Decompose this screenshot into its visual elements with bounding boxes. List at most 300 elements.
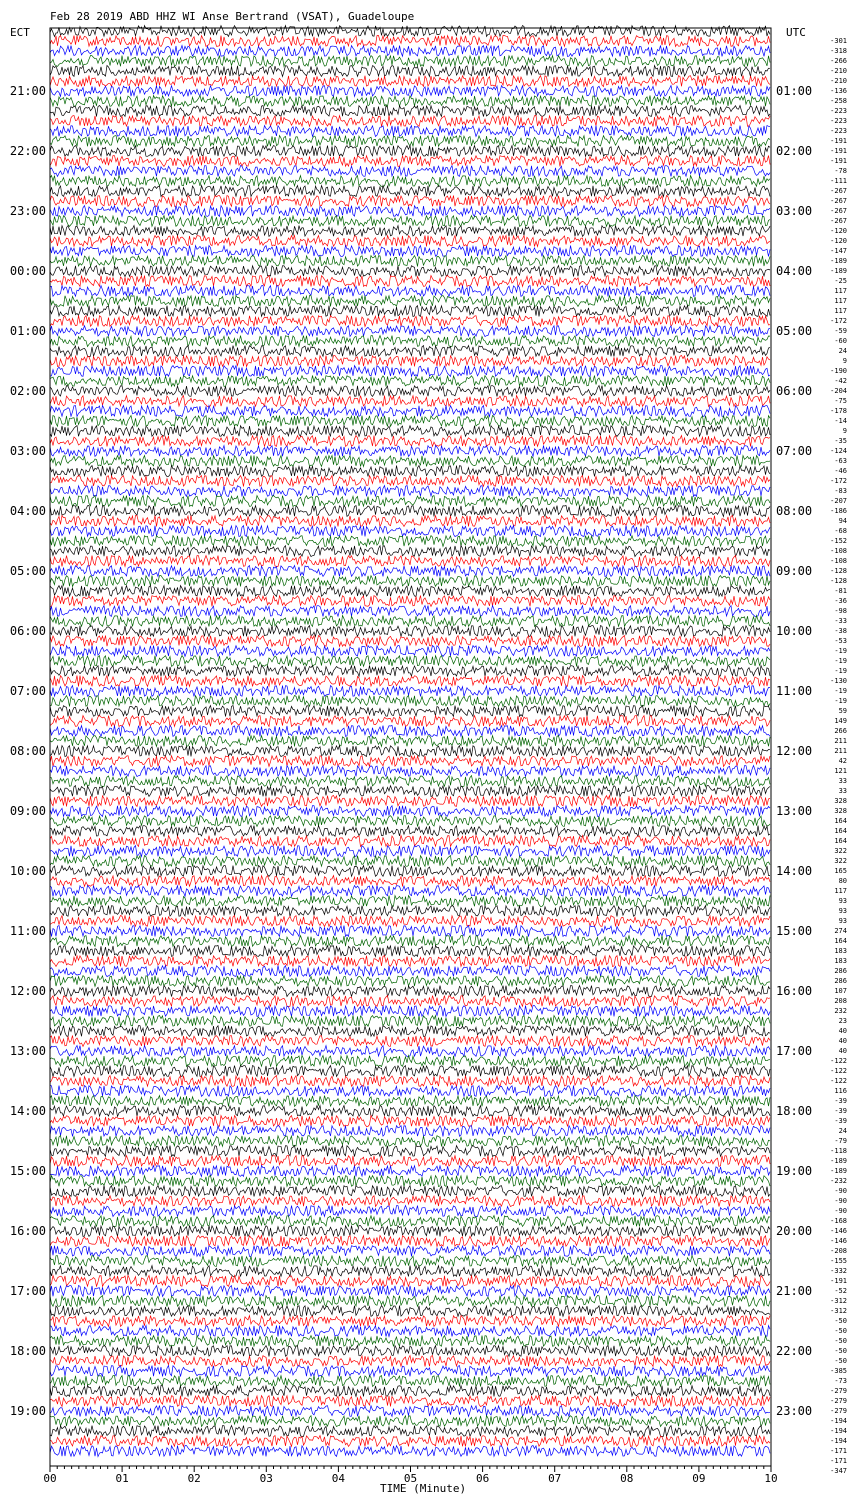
trace-scale-value: 164	[834, 827, 847, 835]
trace-scale-value: -50	[834, 1347, 847, 1355]
trace-scale-value: -210	[830, 67, 847, 75]
seismic-trace	[50, 206, 770, 217]
seismic-trace	[50, 1196, 770, 1207]
trace-scale-value: -14	[834, 417, 847, 425]
trace-scale-value: -108	[830, 557, 847, 565]
seismic-trace	[50, 76, 770, 87]
trace-scale-value: -172	[830, 317, 847, 325]
seismic-trace	[50, 446, 770, 457]
seismic-trace	[50, 366, 770, 377]
seismic-trace	[50, 276, 770, 287]
left-hour-label: 13:00	[9, 1044, 46, 1058]
right-hour-label: 18:00	[776, 1104, 813, 1118]
trace-scale-value: 107	[834, 987, 847, 995]
trace-scale-value: 117	[834, 887, 847, 895]
seismic-trace	[50, 636, 770, 647]
seismic-trace	[50, 216, 770, 227]
seismic-trace	[50, 1316, 770, 1327]
seismic-trace	[50, 106, 770, 117]
trace-scale-value: 211	[834, 747, 847, 755]
seismic-trace	[50, 906, 770, 917]
trace-scale-value: 164	[834, 817, 847, 825]
trace-scale-value: 59	[838, 707, 847, 715]
left-hour-label: 21:00	[9, 84, 46, 98]
seismic-trace	[50, 586, 770, 597]
trace-scale-value: 94	[838, 517, 847, 525]
left-hour-label: 23:00	[9, 204, 46, 218]
trace-scale-value: 116	[834, 1087, 847, 1095]
seismic-trace	[50, 1236, 770, 1247]
seismic-trace	[50, 86, 770, 97]
trace-scale-value: -172	[830, 477, 847, 485]
left-hour-label: 11:00	[9, 924, 46, 938]
seismic-trace	[50, 196, 770, 207]
seismic-trace	[50, 26, 770, 37]
trace-scale-value: -279	[830, 1387, 847, 1395]
trace-scale-value: -63	[834, 457, 847, 465]
trace-scale-value: -210	[830, 77, 847, 85]
trace-scale-value: -191	[830, 137, 847, 145]
trace-scale-value: -50	[834, 1357, 847, 1365]
trace-scale-value: -191	[830, 157, 847, 165]
trace-scale-value: 42	[838, 757, 847, 765]
seismic-trace	[50, 1266, 770, 1277]
left-hour-label: 10:00	[9, 864, 46, 878]
left-hour-label: 01:00	[9, 324, 46, 338]
trace-scale-value: -39	[834, 1117, 847, 1125]
trace-scale-value: -178	[830, 407, 847, 415]
seismic-trace	[50, 1016, 770, 1027]
seismic-trace	[50, 1426, 770, 1437]
right-hour-label: 19:00	[776, 1164, 813, 1178]
trace-scale-value: -25	[834, 277, 847, 285]
trace-scale-value: -50	[834, 1337, 847, 1345]
trace-scale-value: -279	[830, 1397, 847, 1405]
trace-scale-value: 117	[834, 287, 847, 295]
trace-scale-value: -190	[830, 367, 847, 375]
trace-scale-value: -53	[834, 637, 847, 645]
trace-scale-value: 149	[834, 717, 847, 725]
trace-scale-value: -73	[834, 1377, 847, 1385]
seismic-trace	[50, 166, 770, 177]
seismic-trace	[50, 36, 770, 47]
trace-scale-value: 328	[834, 807, 847, 815]
seismic-trace	[50, 736, 770, 747]
trace-scale-value: -75	[834, 397, 847, 405]
trace-scale-value: -124	[830, 447, 847, 455]
trace-scale-value: -111	[830, 177, 847, 185]
trace-scale-value: 322	[834, 847, 847, 855]
trace-scale-value: -36	[834, 597, 847, 605]
trace-scale-value: -267	[830, 187, 847, 195]
seismic-trace	[50, 996, 770, 1007]
trace-scale-value: 286	[834, 967, 847, 975]
seismic-trace	[50, 1106, 770, 1117]
seismic-trace	[50, 1176, 770, 1187]
left-hour-label: 17:00	[9, 1284, 46, 1298]
x-axis-label: TIME (Minute)	[380, 1482, 467, 1495]
trace-scale-value: -194	[830, 1427, 847, 1435]
seismic-trace	[50, 1096, 770, 1107]
trace-scale-value: -60	[834, 337, 847, 345]
seismic-trace	[50, 1136, 770, 1147]
seismic-trace	[50, 1126, 770, 1137]
trace-scale-value: -38	[834, 627, 847, 635]
trace-scale-value: -108	[830, 547, 847, 555]
seismic-trace	[50, 336, 770, 347]
seismic-trace	[50, 946, 770, 957]
seismic-trace	[50, 876, 770, 887]
x-tick-label: 06	[475, 1472, 490, 1485]
trace-scale-value: -171	[830, 1457, 847, 1465]
trace-scale-value: -50	[834, 1327, 847, 1335]
seismic-trace	[50, 536, 770, 547]
trace-scale-value: -207	[830, 497, 847, 505]
seismic-trace	[50, 746, 770, 757]
seismic-trace	[50, 706, 770, 717]
trace-scale-value: -35	[834, 437, 847, 445]
trace-scale-value: -186	[830, 507, 847, 515]
trace-scale-value: -279	[830, 1407, 847, 1415]
seismic-trace	[50, 976, 770, 987]
trace-scale-value: -122	[830, 1057, 847, 1065]
trace-scale-value: -194	[830, 1437, 847, 1445]
seismic-trace	[50, 296, 770, 307]
trace-scale-value: -128	[830, 567, 847, 575]
trace-scale-value: -208	[830, 1247, 847, 1255]
trace-scale-value: -50	[834, 1317, 847, 1325]
seismic-trace	[50, 896, 770, 907]
left-hour-label: 07:00	[9, 684, 46, 698]
seismic-trace	[50, 816, 770, 827]
trace-scale-value: -19	[834, 657, 847, 665]
seismic-trace	[50, 116, 770, 127]
seismic-trace	[50, 146, 770, 157]
seismic-trace	[50, 226, 770, 237]
trace-scale-value: -385	[830, 1367, 847, 1375]
x-tick-label: 05	[403, 1472, 418, 1485]
right-hour-label: 12:00	[776, 744, 813, 758]
seismic-trace	[50, 66, 770, 77]
seismic-trace	[50, 606, 770, 617]
seismic-trace	[50, 266, 770, 277]
right-hour-label: 16:00	[776, 984, 813, 998]
trace-scale-value: -171	[830, 1447, 847, 1455]
seismic-trace	[50, 126, 770, 137]
seismic-trace	[50, 1186, 770, 1197]
seismic-trace	[50, 96, 770, 107]
trace-scale-value: -312	[830, 1297, 847, 1305]
right-hour-label: 13:00	[776, 804, 813, 818]
trace-scale-value: 93	[838, 897, 847, 905]
trace-scale-value: -312	[830, 1307, 847, 1315]
right-hour-label: 23:00	[776, 1404, 813, 1418]
seismic-trace	[50, 496, 770, 507]
left-hour-label: 19:00	[9, 1404, 46, 1418]
trace-scale-value: 232	[834, 1007, 847, 1015]
trace-scale-value: -90	[834, 1187, 847, 1195]
seismic-trace	[50, 1376, 770, 1387]
seismic-trace	[50, 426, 770, 437]
trace-scale-value: 40	[838, 1047, 847, 1055]
seismic-trace	[50, 476, 770, 487]
right-hour-label: 14:00	[776, 864, 813, 878]
seismic-trace	[50, 656, 770, 667]
seismic-trace	[50, 1326, 770, 1337]
x-tick-label: 03	[259, 1472, 273, 1485]
seismic-trace	[50, 286, 770, 297]
plot-title: Feb 28 2019 ABD HHZ WI Anse Bertrand (VSAT), Guadeloupe	[50, 10, 415, 23]
trace-scale-value: 93	[838, 917, 847, 925]
trace-scale-value: -267	[830, 197, 847, 205]
x-tick-label: 10	[764, 1472, 778, 1485]
trace-scale-value: -120	[830, 237, 847, 245]
trace-scale-value: -191	[830, 147, 847, 155]
right-hour-label: 03:00	[776, 204, 813, 218]
trace-scale-value: 33	[838, 787, 847, 795]
left-hour-labels	[10, 84, 46, 1418]
trace-scale-value: 80	[838, 877, 847, 885]
seismic-trace	[50, 176, 770, 187]
right-hour-label: 22:00	[776, 1344, 813, 1358]
right-hour-label: 05:00	[776, 324, 813, 338]
seismic-trace	[50, 686, 770, 697]
trace-scale-value: 328	[834, 797, 847, 805]
trace-scale-value: 117	[834, 297, 847, 305]
trace-scale-value: -120	[830, 227, 847, 235]
right-hour-label: 21:00	[776, 1284, 813, 1298]
right-hour-label: 07:00	[776, 444, 813, 458]
x-tick-label: 09	[692, 1472, 706, 1485]
trace-scale-value: 208	[834, 997, 847, 1005]
right-hour-label: 15:00	[776, 924, 813, 938]
right-hour-label: 02:00	[776, 144, 813, 158]
trace-scale-value: 164	[834, 937, 847, 945]
seismic-trace	[50, 696, 770, 707]
seismic-trace	[50, 396, 770, 407]
trace-scale-value: -19	[834, 687, 847, 695]
trace-scale-value: 274	[834, 927, 847, 935]
trace-scale-value: -194	[830, 1417, 847, 1425]
trace-scale-value: 33	[838, 777, 847, 785]
local-timezone-label: ECT	[10, 26, 30, 39]
trace-scale-value: 40	[838, 1037, 847, 1045]
trace-scale-value: -128	[830, 577, 847, 585]
trace-scale-value: -267	[830, 207, 847, 215]
trace-scale-value: -59	[834, 327, 847, 335]
seismic-trace	[50, 1386, 770, 1397]
x-tick-label: 07	[548, 1472, 562, 1485]
seismic-trace	[50, 1006, 770, 1017]
seismic-trace	[50, 556, 770, 567]
seismic-trace	[50, 596, 770, 607]
left-hour-label: 04:00	[9, 504, 46, 518]
left-hour-label: 14:00	[9, 1104, 46, 1118]
left-hour-label: 02:00	[9, 384, 46, 398]
trace-scale-value: -52	[834, 1287, 847, 1295]
left-hour-label: 16:00	[9, 1224, 46, 1238]
trace-scale-value: -146	[830, 1237, 847, 1245]
trace-scale-value: 9	[842, 427, 847, 435]
seismic-trace	[50, 1056, 770, 1067]
seismic-trace	[50, 1226, 770, 1237]
right-hour-label: 08:00	[776, 504, 813, 518]
left-hour-label: 03:00	[9, 444, 46, 458]
trace-scale-value: -68	[834, 527, 847, 535]
seismic-trace	[50, 986, 770, 997]
seismic-trace	[50, 676, 770, 687]
seismic-trace	[50, 936, 770, 947]
trace-scale-value: 23	[838, 1017, 847, 1025]
trace-scale-value: -146	[830, 1227, 847, 1235]
seismic-trace	[50, 776, 770, 787]
trace-scale-value: -191	[830, 1277, 847, 1285]
seismic-trace	[50, 1166, 770, 1177]
seismic-trace	[50, 326, 770, 337]
seismic-trace	[50, 306, 770, 317]
trace-scale-value: 24	[838, 1127, 847, 1135]
trace-scale-value: -232	[830, 1177, 847, 1185]
trace-scale-value: -19	[834, 697, 847, 705]
seismic-trace	[50, 1026, 770, 1037]
seismic-trace	[50, 796, 770, 807]
trace-scale-value: -39	[834, 1097, 847, 1105]
seismic-trace	[50, 456, 770, 467]
seismic-trace	[50, 1306, 770, 1317]
seismic-trace	[50, 1256, 770, 1267]
trace-scale-value: -39	[834, 1107, 847, 1115]
seismic-trace	[50, 316, 770, 327]
trace-scale-value: -78	[834, 167, 847, 175]
trace-scale-value: -223	[830, 117, 847, 125]
seismic-trace	[50, 1116, 770, 1127]
right-hour-label: 06:00	[776, 384, 813, 398]
seismic-trace	[50, 236, 770, 247]
trace-scale-value: 211	[834, 737, 847, 745]
seismic-trace	[50, 516, 770, 527]
right-hour-label: 20:00	[776, 1224, 813, 1238]
x-tick-label: 00	[43, 1472, 57, 1485]
trace-scale-value: 165	[834, 867, 847, 875]
seismic-trace	[50, 806, 770, 817]
trace-scale-value: -122	[830, 1077, 847, 1085]
x-tick-label: 01	[115, 1472, 129, 1485]
left-hour-label: 06:00	[9, 624, 46, 638]
seismic-trace	[50, 376, 770, 387]
seismic-trace	[50, 826, 770, 837]
seismic-trace	[50, 1276, 770, 1287]
trace-scale-value: -147	[830, 247, 847, 255]
seismic-trace	[50, 926, 770, 937]
trace-scale-value: -152	[830, 537, 847, 545]
seismic-trace	[50, 526, 770, 537]
trace-scale-value: 286	[834, 977, 847, 985]
seismic-trace	[50, 546, 770, 557]
trace-scale-value: -301	[830, 37, 847, 45]
trace-scale-value: 24	[838, 347, 847, 355]
left-hour-label: 05:00	[9, 564, 46, 578]
seismic-trace	[50, 1086, 770, 1097]
trace-scale-value: -155	[830, 1257, 847, 1265]
left-hour-label: 22:00	[9, 144, 46, 158]
left-hour-label: 08:00	[9, 744, 46, 758]
left-hour-label: 12:00	[9, 984, 46, 998]
seismic-trace	[50, 1336, 770, 1347]
seismic-trace	[50, 1036, 770, 1047]
seismic-trace	[50, 256, 770, 267]
trace-scale-value: 164	[834, 837, 847, 845]
left-hour-label: 18:00	[9, 1344, 46, 1358]
trace-scale-value: -318	[830, 47, 847, 55]
seismic-trace	[50, 156, 770, 167]
seismic-trace	[50, 1446, 770, 1457]
seismic-trace	[50, 186, 770, 197]
trace-scale-value: -130	[830, 677, 847, 685]
trace-group	[50, 26, 770, 1457]
trace-scale-value: -33	[834, 617, 847, 625]
seismic-trace	[50, 346, 770, 357]
trace-scale-value: 9	[842, 357, 847, 365]
trace-scale-value: -79	[834, 1137, 847, 1145]
seismic-trace	[50, 356, 770, 367]
x-tick-label: 02	[187, 1472, 201, 1485]
trace-scale-value: -19	[834, 647, 847, 655]
right-hour-label: 11:00	[776, 684, 813, 698]
trace-scale-value: -189	[830, 1167, 847, 1175]
right-hour-labels	[776, 84, 812, 1418]
trace-scale-value: 322	[834, 857, 847, 865]
trace-scale-value: -258	[830, 97, 847, 105]
trace-scale-value: 117	[834, 307, 847, 315]
right-hour-label: 04:00	[776, 264, 813, 278]
seismic-trace	[50, 1046, 770, 1057]
right-hour-label: 17:00	[776, 1044, 813, 1058]
trace-scale-value: -46	[834, 467, 847, 475]
trace-scale-value: 183	[834, 947, 847, 955]
seismic-trace	[50, 1436, 770, 1447]
seismic-trace	[50, 386, 770, 397]
trace-scale-value: -42	[834, 377, 847, 385]
seismic-trace	[50, 56, 770, 67]
seismic-trace	[50, 1396, 770, 1407]
seismic-trace	[50, 836, 770, 847]
right-hour-label: 01:00	[776, 84, 813, 98]
trace-scale-values	[830, 37, 847, 1475]
seismic-trace	[50, 1296, 770, 1307]
trace-scale-value: -83	[834, 487, 847, 495]
seismic-trace	[50, 856, 770, 867]
trace-scale-value: -168	[830, 1217, 847, 1225]
seismic-trace	[50, 46, 770, 57]
utc-timezone-label: UTC	[786, 26, 806, 39]
trace-scale-value: -136	[830, 87, 847, 95]
seismic-trace	[50, 1356, 770, 1367]
seismic-trace	[50, 246, 770, 257]
trace-scale-value: 93	[838, 907, 847, 915]
x-tick-label: 08	[620, 1472, 634, 1485]
x-tick-label: 04	[331, 1472, 346, 1485]
seismic-trace	[50, 566, 770, 577]
seismic-trace	[50, 1286, 770, 1297]
trace-scale-value: -266	[830, 57, 847, 65]
right-hour-label: 09:00	[776, 564, 813, 578]
trace-scale-value: -118	[830, 1147, 847, 1155]
seismic-trace	[50, 1216, 770, 1227]
trace-scale-value: -223	[830, 107, 847, 115]
seismic-trace	[50, 1156, 770, 1167]
right-hour-label: 10:00	[776, 624, 813, 638]
trace-scale-value: -122	[830, 1067, 847, 1075]
